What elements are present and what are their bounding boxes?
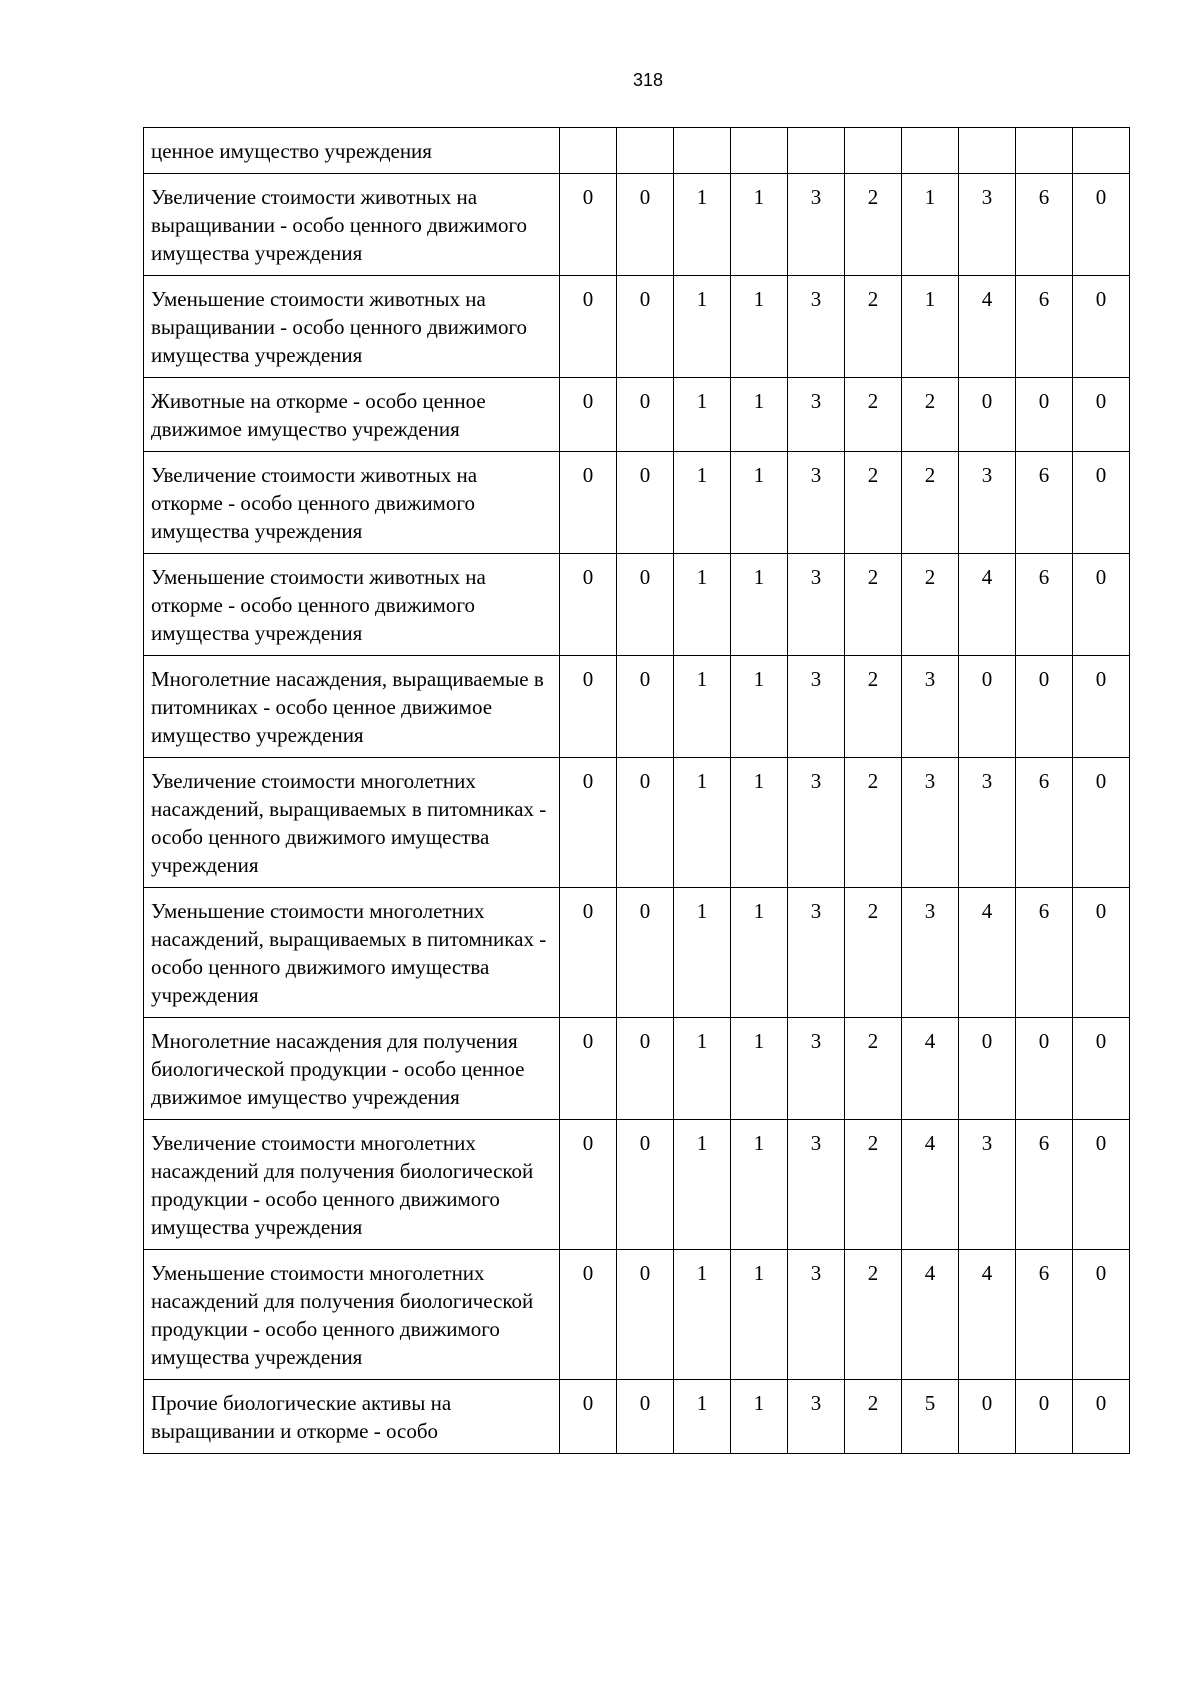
- page-number: 318: [632, 70, 664, 90]
- code-cell: 1: [731, 276, 788, 378]
- table-row: [144, 554, 1130, 656]
- code-cell: 0: [1073, 452, 1130, 554]
- code-cell: 0: [959, 1018, 1016, 1120]
- code-cell: 0: [617, 1120, 674, 1250]
- code-cell: 3: [788, 452, 845, 554]
- code-cell: 2: [902, 452, 959, 554]
- code-cell: 3: [902, 888, 959, 1018]
- code-cell: 0: [560, 1120, 617, 1250]
- code-cell: 1: [674, 378, 731, 452]
- code-cell: 3: [902, 758, 959, 888]
- code-cell: 0: [1016, 656, 1073, 758]
- code-cell: 2: [845, 1380, 902, 1454]
- code-cell: 0: [560, 1018, 617, 1120]
- table-row: [144, 656, 1130, 758]
- code-cell: 0: [1073, 758, 1130, 888]
- code-cell: [788, 128, 845, 174]
- code-cell: 2: [845, 276, 902, 378]
- code-cell: 2: [845, 378, 902, 452]
- code-cell: 0: [560, 656, 617, 758]
- code-cell: [1073, 128, 1130, 174]
- code-cell: 3: [959, 452, 1016, 554]
- code-cell: 0: [560, 758, 617, 888]
- code-cell: 2: [845, 1120, 902, 1250]
- code-cell: 2: [845, 554, 902, 656]
- code-cell: 3: [788, 1380, 845, 1454]
- code-cell: 6: [1016, 1120, 1073, 1250]
- code-cell: 0: [959, 1380, 1016, 1454]
- code-cell: 4: [959, 888, 1016, 1018]
- row-label: Прочие биологические активы на выращивании и откорме - особо: [144, 1380, 560, 1454]
- code-cell: 6: [1016, 276, 1073, 378]
- code-cell: 4: [902, 1018, 959, 1120]
- code-cell: [674, 128, 731, 174]
- table-row: [144, 1018, 1130, 1120]
- code-cell: 1: [731, 174, 788, 276]
- code-cell: 0: [617, 554, 674, 656]
- code-cell: 4: [902, 1120, 959, 1250]
- table-row: [144, 758, 1130, 888]
- code-cell: 0: [617, 276, 674, 378]
- code-cell: 2: [845, 1250, 902, 1380]
- code-cell: 2: [902, 378, 959, 452]
- code-cell: 0: [959, 656, 1016, 758]
- code-cell: 4: [959, 276, 1016, 378]
- code-cell: 1: [674, 452, 731, 554]
- code-cell: 0: [1073, 1120, 1130, 1250]
- code-cell: 3: [902, 656, 959, 758]
- code-cell: 1: [731, 1120, 788, 1250]
- code-cell: 0: [617, 656, 674, 758]
- row-label: Многолетние насаждения, выращиваемые в питомниках - особо ценное движимое имущество учреждения: [144, 656, 560, 758]
- code-cell: 1: [674, 174, 731, 276]
- code-cell: 3: [788, 174, 845, 276]
- code-cell: 0: [560, 888, 617, 1018]
- code-cell: 1: [674, 888, 731, 1018]
- code-cell: 6: [1016, 888, 1073, 1018]
- code-cell: 6: [1016, 554, 1073, 656]
- code-cell: [731, 128, 788, 174]
- code-cell: 0: [1016, 378, 1073, 452]
- code-cell: 1: [674, 758, 731, 888]
- code-cell: 1: [731, 1018, 788, 1120]
- code-cell: 0: [617, 1018, 674, 1120]
- code-cell: 0: [1073, 1018, 1130, 1120]
- code-cell: 0: [1016, 1018, 1073, 1120]
- code-cell: 0: [1073, 656, 1130, 758]
- code-cell: 1: [902, 174, 959, 276]
- code-cell: 0: [560, 1250, 617, 1380]
- table-row: [144, 1250, 1130, 1380]
- code-cell: [845, 128, 902, 174]
- code-cell: 0: [617, 174, 674, 276]
- code-cell: 0: [560, 378, 617, 452]
- table-row: [144, 128, 1130, 174]
- code-cell: 0: [617, 378, 674, 452]
- code-cell: 0: [560, 174, 617, 276]
- code-cell: 0: [1073, 174, 1130, 276]
- code-cell: 2: [845, 174, 902, 276]
- code-cell: 1: [674, 554, 731, 656]
- code-cell: 6: [1016, 174, 1073, 276]
- code-cell: 3: [788, 656, 845, 758]
- code-cell: 0: [1073, 276, 1130, 378]
- row-label: Уменьшение стоимости животных на выращивании - особо ценного движимого имущества учреждения: [144, 276, 560, 378]
- table-row: [144, 174, 1130, 276]
- code-cell: 2: [845, 656, 902, 758]
- code-cell: 1: [731, 452, 788, 554]
- code-cell: 3: [788, 276, 845, 378]
- code-cell: 1: [674, 276, 731, 378]
- code-cell: 1: [731, 888, 788, 1018]
- code-cell: 6: [1016, 758, 1073, 888]
- table-row: [144, 1380, 1130, 1454]
- code-cell: 0: [617, 888, 674, 1018]
- code-cell: 0: [1016, 1380, 1073, 1454]
- code-cell: 0: [617, 758, 674, 888]
- code-cell: 3: [788, 378, 845, 452]
- table-row: [144, 378, 1130, 452]
- code-cell: 0: [617, 1380, 674, 1454]
- code-cell: 3: [788, 888, 845, 1018]
- code-cell: 2: [845, 452, 902, 554]
- code-cell: 4: [902, 1250, 959, 1380]
- row-label: Уменьшение стоимости животных на откорме - особо ценного движимого имущества учреждения: [144, 554, 560, 656]
- code-cell: 1: [902, 276, 959, 378]
- code-cell: [1016, 128, 1073, 174]
- code-cell: 1: [674, 1018, 731, 1120]
- code-cell: 4: [959, 554, 1016, 656]
- code-cell: 0: [560, 452, 617, 554]
- code-cell: 3: [959, 1120, 1016, 1250]
- code-cell: 1: [674, 656, 731, 758]
- account-codes-table: [143, 127, 1130, 1454]
- code-cell: 0: [560, 276, 617, 378]
- code-cell: 1: [731, 656, 788, 758]
- code-cell: 1: [731, 554, 788, 656]
- row-label: Многолетние насаждения для получения биологической продукции - особо ценное движимое имущество учреждения: [144, 1018, 560, 1120]
- code-cell: 0: [1073, 378, 1130, 452]
- code-cell: [560, 128, 617, 174]
- table-row: [144, 1120, 1130, 1250]
- code-cell: 3: [788, 1120, 845, 1250]
- code-cell: 3: [788, 1250, 845, 1380]
- code-cell: 0: [560, 554, 617, 656]
- code-cell: 0: [959, 378, 1016, 452]
- row-label: Уменьшение стоимости многолетних насаждений, выращиваемых в питомниках - особо ценного движимого имущества учреждения: [144, 888, 560, 1018]
- code-cell: 6: [1016, 1250, 1073, 1380]
- code-cell: 5: [902, 1380, 959, 1454]
- code-cell: 3: [788, 1018, 845, 1120]
- code-cell: 1: [674, 1120, 731, 1250]
- code-cell: 1: [674, 1250, 731, 1380]
- code-cell: 2: [845, 888, 902, 1018]
- code-cell: 1: [674, 1380, 731, 1454]
- code-cell: 4: [959, 1250, 1016, 1380]
- row-label: Увеличение стоимости животных на откорме - особо ценного движимого имущества учреждения: [144, 452, 560, 554]
- code-cell: [959, 128, 1016, 174]
- table-row: [144, 888, 1130, 1018]
- code-cell: 2: [845, 758, 902, 888]
- row-label: Увеличение стоимости животных на выращивании - особо ценного движимого имущества учреждения: [144, 174, 560, 276]
- code-cell: 0: [1073, 1250, 1130, 1380]
- code-cell: 0: [617, 1250, 674, 1380]
- code-cell: 0: [1073, 888, 1130, 1018]
- code-cell: [617, 128, 674, 174]
- code-cell: [902, 128, 959, 174]
- code-cell: 0: [560, 1380, 617, 1454]
- row-label: Животные на откорме - особо ценное движимое имущество учреждения: [144, 378, 560, 452]
- table-row: [144, 452, 1130, 554]
- code-cell: 3: [788, 758, 845, 888]
- code-cell: 0: [617, 452, 674, 554]
- row-label: Уменьшение стоимости многолетних насаждений для получения биологической продукции - особо ценного движимого имущества учреждения: [144, 1250, 560, 1380]
- code-cell: 1: [731, 1250, 788, 1380]
- code-cell: 3: [788, 554, 845, 656]
- code-cell: 0: [1073, 554, 1130, 656]
- code-cell: 3: [959, 758, 1016, 888]
- row-label: Увеличение стоимости многолетних насаждений для получения биологической продукции - особо ценного движимого имущества учреждения: [144, 1120, 560, 1250]
- code-cell: 3: [959, 174, 1016, 276]
- code-cell: 6: [1016, 452, 1073, 554]
- code-cell: 1: [731, 758, 788, 888]
- row-label: Увеличение стоимости многолетних насаждений, выращиваемых в питомниках - особо ценного движимого имущества учреждения: [144, 758, 560, 888]
- table-body: [144, 128, 1130, 1454]
- code-cell: 2: [845, 1018, 902, 1120]
- table-row: [144, 276, 1130, 378]
- code-cell: 2: [902, 554, 959, 656]
- row-label: ценное имущество учреждения: [144, 128, 560, 174]
- code-cell: 0: [1073, 1380, 1130, 1454]
- code-cell: 1: [731, 1380, 788, 1454]
- code-cell: 1: [731, 378, 788, 452]
